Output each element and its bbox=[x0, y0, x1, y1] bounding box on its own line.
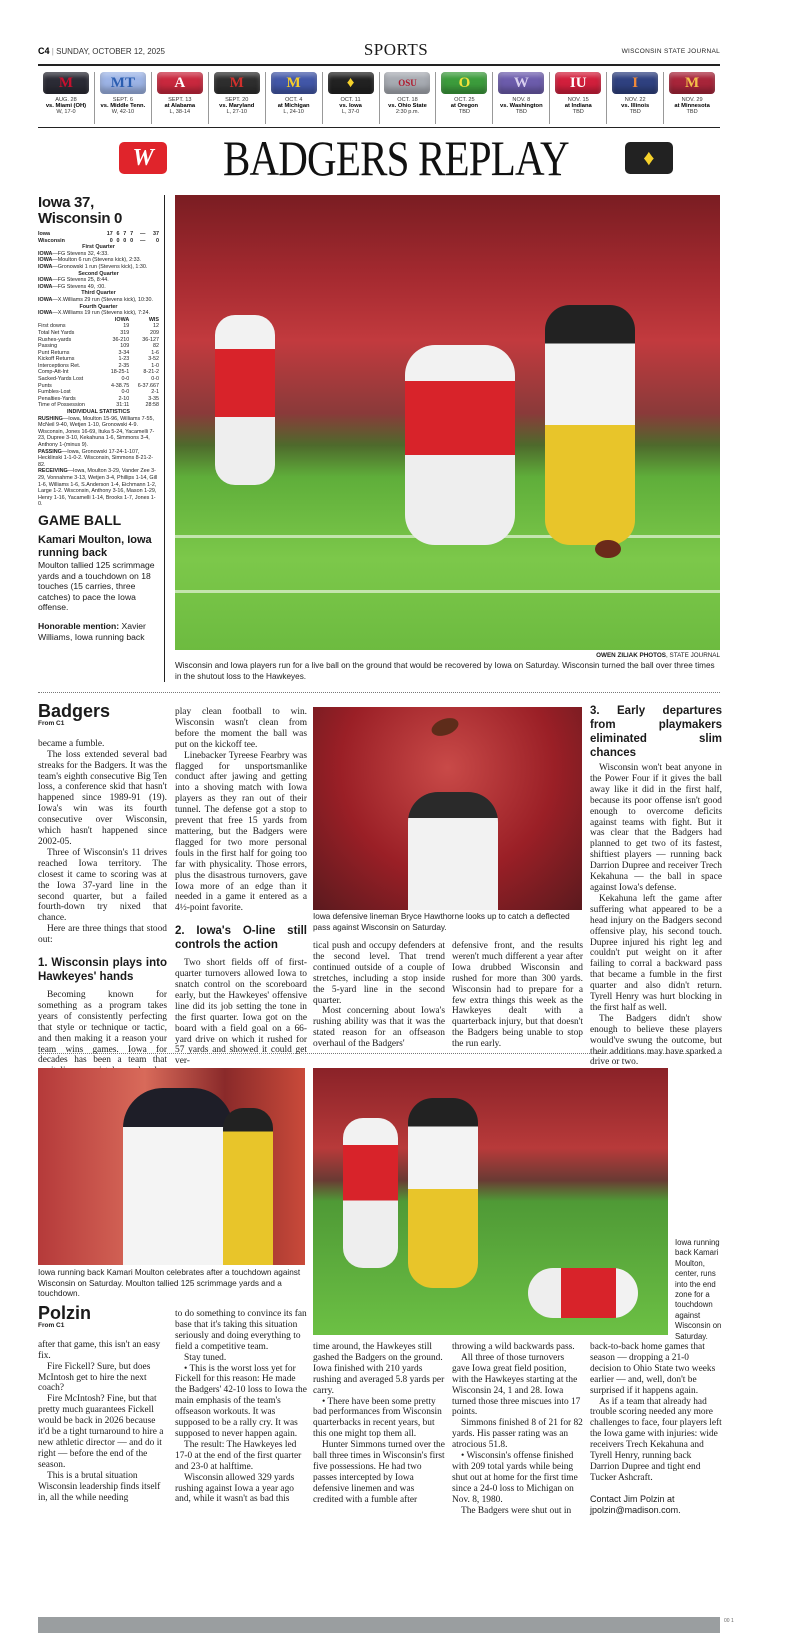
stat-row bbox=[38, 396, 159, 403]
game-opponent: at Minnesota bbox=[674, 103, 710, 109]
stat-row bbox=[38, 389, 159, 396]
schedule-game bbox=[322, 72, 379, 124]
schedule-game bbox=[208, 72, 265, 124]
individual-stat bbox=[38, 468, 159, 508]
stat-cell: Fumbles-Lost bbox=[38, 389, 71, 396]
linescore-cell: 0 bbox=[130, 237, 134, 244]
play-text: —X.Williams 19 run (Stevens kick), 7:24. bbox=[52, 310, 151, 317]
paragraph: The Badgers were shut out in bbox=[461, 1505, 572, 1516]
stat-cell: 109 bbox=[120, 343, 130, 350]
scoring-play bbox=[38, 277, 159, 284]
paragraph: Becoming known for something as a program takes years of consistently perfecting that style or technique or tactic, and then making it a reason your team wins games. Iowa for decades has been a team that bbox=[38, 990, 167, 1066]
game-date: OCT. 11 bbox=[340, 97, 361, 103]
boxscore bbox=[38, 231, 159, 508]
stat-cell: 6-37.667 bbox=[137, 382, 159, 389]
game-date: NOV. 22 bbox=[624, 97, 646, 103]
paragraph: after that game, this isn't an easy fix. bbox=[38, 1339, 161, 1361]
from-line: From C1 bbox=[38, 719, 65, 727]
stat-cell: 36-127 bbox=[142, 336, 159, 343]
scoring-play bbox=[38, 284, 159, 291]
paragraph: As if a team that already had trouble scoring needed any more challenges to face, four players left the Iowa game with injuries: wide receivers Trech Kekahuna and Tyrell Henry, running back Darrion Dupree and tight end Tucker Ashcraft. bbox=[590, 1396, 722, 1483]
game-opponent: vs. Washington bbox=[500, 103, 543, 109]
section-banner bbox=[0, 130, 792, 186]
schedule-game bbox=[663, 72, 720, 124]
schedule-game bbox=[606, 72, 663, 124]
paragraph: All three of those turnovers gave Iowa great field position, with the Hawkeyes starting at the Wisconsin 24, 1 and 28. Iowa turned those three miscues into 17 points. bbox=[452, 1352, 581, 1418]
paragraph: time around, the Hawkeyes still gashed the Badgers on the ground. Iowa finished with 210 yards rushing and averaged 5.8 yards per carry. bbox=[313, 1342, 445, 1396]
play-text: —Gronowski 1 run (Stevens kick), 1:30. bbox=[52, 263, 148, 270]
scoring-play bbox=[38, 257, 159, 264]
paragraph: Wisconsin won't beat anyone in the Power Four if it gives the ball away like it did in the first half, because its poor offense isn't good enough to overcome deficits against teams with fight. But it was clear that the Badgers had planned to get two of its fastest, shiftiest players — running back Darrion Dupree and receiver Trech Kekahuna — the ball in space against Iowa's defense. bbox=[590, 763, 722, 893]
schedule-game bbox=[265, 72, 322, 124]
schedule-game bbox=[38, 72, 94, 124]
badgers-col-4 bbox=[452, 941, 583, 1049]
paragraph: back-to-back home games that season — dropping a 21-0 decision to Ohio State two weeks earlier — and, well, don't be surprised if it happens again. bbox=[590, 1342, 716, 1396]
linescore-table bbox=[38, 231, 159, 244]
team-abbr: IOWA bbox=[38, 310, 53, 317]
schedule-game bbox=[549, 72, 606, 124]
paragraph: • There have been some pretty bad performances from Wisconsin quarterbacks in recent years, but this one might top them all. bbox=[313, 1396, 442, 1440]
main-photo-caption: Wisconsin and Iowa players run for a live ball on the ground that would be recovered by Iowa on Saturday. Wisconsin turned the ball over three times in the shutout loss to the Hawkeyes. bbox=[175, 661, 715, 681]
banner-title: BADGERS REPLAY bbox=[223, 130, 569, 186]
game-opponent: at Oregon bbox=[450, 103, 479, 109]
stat-cell: Rushes-yards bbox=[38, 336, 72, 343]
polzin-col-3 bbox=[313, 1342, 446, 1614]
individual-stat bbox=[38, 416, 159, 449]
player-figure bbox=[405, 345, 515, 545]
stat-cell: Punts bbox=[38, 382, 52, 389]
paragraph: defensive front, and the results weren't much different a year after Iowa drubbed Wisconsin and rushed for more than 300 yards. Wisconsin had to prepare for a few extra things this week as the Hawkeyes dealt with a quarterback injury, but that doesn't the Badgers being unable to stop the run early. bbox=[452, 941, 583, 1050]
game-result: TBD bbox=[515, 109, 527, 115]
team-logo-icon: M bbox=[43, 72, 89, 94]
badgers-col-3 bbox=[313, 941, 445, 1049]
team-header: IOWA bbox=[114, 316, 130, 323]
game-result: L, 38-14 bbox=[169, 109, 191, 115]
linescore-cell: 0 bbox=[123, 237, 127, 244]
footer-bar bbox=[38, 1617, 720, 1633]
game-date: NOV. 15 bbox=[567, 97, 589, 103]
paragraph: became a fumble. bbox=[38, 738, 105, 749]
team-logo-icon: ♦ bbox=[328, 72, 374, 94]
stat-row bbox=[38, 376, 159, 383]
stat-cell: Interceptions Ret. bbox=[38, 362, 81, 369]
paragraph: to do something to convince its fan base that it's taking this situation seriously and doing everything to field a competitive team. bbox=[175, 1309, 307, 1352]
game-result: 2:30 p.m. bbox=[395, 109, 420, 115]
schedule-game bbox=[379, 72, 436, 124]
polzin-col-5 bbox=[590, 1342, 722, 1614]
subhead-2: 2. Iowa's O-line still controls the action bbox=[175, 925, 307, 952]
main-photo bbox=[175, 195, 720, 650]
paragraph: Wisconsin allowed 329 yards rushing against Iowa a year ago and, while it wasn't as bad this bbox=[175, 1472, 295, 1505]
footer-code: 00 1 bbox=[724, 1618, 734, 1624]
stat-cell: 82 bbox=[153, 343, 159, 350]
team-abbr: IOWA bbox=[38, 263, 53, 270]
moulton-celebration-caption: Iowa running back Kamari Moulton celebrates after a touchdown against Wisconsin on Saturday. Moulton tallied 125 scrimmage yards and a touchdown. bbox=[38, 1268, 301, 1298]
stat-text: —Iowa, Moulton 3-29, Vander Zee 3-29, Vonnahme 3-13, Wetjen 3-4, Phillips 1-14, Gill 1-6, Williams 1-6, S.Anderson 1-4, Eichmann 1-2, Large 1-2. Wisconsin, Anthony 3-16, Mason 1-29, Henry 1-16, Yacamelli 1-14, Brooks 1-7, Jones 1-0. bbox=[38, 468, 158, 508]
paragraph: Stay tuned. bbox=[184, 1352, 227, 1363]
game-date: SEPT. 13 bbox=[168, 97, 192, 103]
linescore-cell: 0 bbox=[116, 237, 120, 244]
stat-cell: 18-25-1 bbox=[110, 369, 130, 376]
team-stats-header bbox=[38, 317, 159, 324]
scoring-play bbox=[38, 297, 159, 304]
stat-row bbox=[38, 323, 159, 330]
individual-stat bbox=[38, 449, 159, 469]
team-logo-icon: W bbox=[498, 72, 544, 94]
paragraph: Fire Fickell? Sure, but does McIntosh get to hire the next coach? bbox=[38, 1361, 151, 1394]
game-ball-player: Kamari Moulton, Iowa running back bbox=[38, 533, 152, 559]
stat-cell: 2-35 bbox=[118, 362, 130, 369]
team-abbr: IOWA bbox=[38, 283, 53, 290]
game-result: L, 27-10 bbox=[226, 109, 247, 115]
game-date: NOV. 8 bbox=[512, 97, 531, 103]
paper-name: WISCONSIN STATE JOURNAL bbox=[621, 48, 720, 55]
stat-row bbox=[38, 356, 159, 363]
paragraph: Most concerning about Iowa's rushing ability was that it was the stated reason for an offseason overhaul of the Badgers' bbox=[313, 1006, 445, 1050]
play-text: —FG Stevens 32, 4:33. bbox=[52, 250, 109, 257]
quarter-heading: Second Quarter bbox=[78, 270, 119, 277]
schedule-game bbox=[94, 72, 151, 124]
play-text: —Moulton 6 run (Stevens kick), 2:33. bbox=[52, 257, 142, 264]
stat-text: —Iowa, Gronowski 17-24-1-107, Hecklinski 1-1-0-2. Wisconsin, Simmons 8-21-2-82. bbox=[38, 448, 154, 468]
stat-cell: Passing bbox=[38, 343, 58, 350]
game-opponent: vs. Iowa bbox=[339, 103, 362, 109]
paragraph: throwing a wild backwards pass. bbox=[452, 1342, 575, 1352]
stat-category: RUSHING bbox=[38, 415, 63, 422]
page-dateline: C4 | SUNDAY, OCTOBER 12, 2025 bbox=[38, 46, 165, 56]
stat-cell: 19 bbox=[123, 323, 130, 330]
quarter-heading: Fourth Quarter bbox=[79, 303, 118, 310]
polzin-col-1 bbox=[38, 1303, 168, 1614]
stat-cell: 28:58 bbox=[145, 402, 159, 409]
paragraph: Two short fields off of first-quarter turnovers allowed Iowa to snatch control on the scoreboard early, but the Hawkeyes' offensive line did its job setting the tone in the first quarter. Iowa got on the board with a field goal on a 66-yard drive on which it rushed for 57 yards and showed it could get ver- bbox=[175, 958, 307, 1067]
team-logo-icon: O bbox=[441, 72, 487, 94]
linescore-cell: 7 bbox=[130, 231, 134, 237]
game-result: TBD bbox=[686, 109, 698, 115]
game-result: W, 42-10 bbox=[111, 109, 135, 115]
section-title: SPORTS bbox=[363, 40, 429, 59]
linescore-cell: — bbox=[139, 237, 146, 244]
stat-cell: First downs bbox=[38, 323, 66, 330]
game-date: NOV. 29 bbox=[681, 97, 703, 103]
boxscore-title: Iowa 37, Wisconsin 0 bbox=[38, 194, 123, 227]
team-logo-icon: M bbox=[271, 72, 317, 94]
paragraph: This is a brutal situation Wisconsin leadership finds itself in, all the while needing bbox=[38, 1470, 161, 1503]
game-opponent: vs. Illinois bbox=[621, 103, 650, 109]
subhead-1: 1. Wisconsin plays into Hawkeyes' hands bbox=[38, 957, 167, 984]
player-figure bbox=[223, 1108, 273, 1265]
football bbox=[429, 715, 461, 740]
stat-cell: 1-6 bbox=[151, 349, 159, 356]
paragraph: tical push and occupy defenders at the second level. That trend continued outside of a couple of stretches, including a stop inside the 5-yard line in the second quarter. bbox=[313, 941, 445, 1006]
paragraph: The Badgers didn't show enough to believe these players would've swung the outcome, but their additions may have sparked a drive or two. bbox=[590, 1013, 722, 1068]
scoring-play bbox=[38, 251, 159, 258]
game-opponent: at Michigan bbox=[277, 103, 310, 109]
linescore-cell: Iowa bbox=[38, 231, 50, 237]
paragraph: Kekahuna left the game after suffering what appeared to be a head injury on the Badgers second offensive play, his second touch. Dupree injured his right leg and couldn't put weight on it after failing to corral a backward pass that became a fumble in the first quarter and also didn't return. Tyrell Henry was hurt blocking in the first half as well. bbox=[590, 893, 722, 1013]
stat-cell: Comp-Att-Int bbox=[38, 369, 69, 376]
stat-cell: 36-210 bbox=[112, 336, 130, 343]
stat-row bbox=[38, 343, 159, 350]
badgers-col-1 bbox=[38, 701, 167, 1066]
stat-cell: 1-0 bbox=[151, 362, 159, 369]
schedule-game bbox=[151, 72, 208, 124]
stat-cell: 3-52 bbox=[148, 356, 159, 363]
stat-cell: 0-0 bbox=[121, 389, 130, 396]
hawthorne-photo bbox=[313, 707, 582, 910]
game-date: AUG. 28 bbox=[55, 97, 77, 103]
game-date: SEPT. 6 bbox=[112, 97, 133, 103]
stat-cell: 319 bbox=[120, 329, 130, 336]
play-text: —FG Stevens 49, :00. bbox=[52, 283, 106, 290]
team-abbr: IOWA bbox=[38, 257, 53, 264]
player-figure bbox=[343, 1118, 398, 1268]
date: SUNDAY, OCTOBER 12, 2025 bbox=[56, 47, 165, 56]
player-figure bbox=[545, 305, 635, 545]
paragraph: • Wisconsin's offense finished with 209 total yards while being shut out at home for the first time since a 24-0 loss to Michigan on Nov. 8, 1980. bbox=[452, 1451, 578, 1505]
header-rule bbox=[38, 64, 720, 66]
team-logo-icon: A bbox=[157, 72, 203, 94]
game-ball-heading: GAME BALL bbox=[38, 511, 122, 528]
stat-cell: 8-21-2 bbox=[143, 369, 159, 376]
moulton-touchdown-caption: Iowa running back Kamari Moulton, center, runs into the end zone for a touchdown against Wisconsin on Saturday. bbox=[675, 1238, 722, 1341]
hawthorne-caption: Iowa defensive lineman Bryce Hawthorne looks up to catch a deflected pass against Wisconsin on Saturday. bbox=[313, 912, 570, 932]
divider bbox=[38, 692, 720, 693]
polzin-col-2 bbox=[175, 1309, 308, 1614]
stat-row bbox=[38, 369, 159, 376]
polzin-col-4 bbox=[452, 1342, 584, 1614]
page-number: C4 bbox=[38, 46, 50, 56]
paragraph: Hunter Simmons turned over the ball three times in Wisconsin's first five possessions. He had two passes intercepted by Iowa defensive linemen and was credited with a fumble after bbox=[313, 1440, 445, 1505]
game-result: TBD bbox=[572, 109, 584, 115]
team-abbr: IOWA bbox=[38, 250, 53, 257]
photo-credit: OWEN ZILIAK PHOTOS, STATE JOURNAL bbox=[596, 652, 720, 659]
linescore-row bbox=[38, 231, 159, 238]
stat-cell: Kickoff Returns bbox=[38, 356, 75, 363]
game-opponent: at Indiana bbox=[564, 103, 592, 109]
paragraph: The loss extended several bad streaks for the Badgers. It was the team's eighth consecutive Big Ten loss, a conference skid that hasn't happened since 1989-91 (19). Iowa's win was its fourth consecutive over Wisconsin, which hasn't happened since 2002-05. bbox=[38, 749, 167, 847]
stat-cell: Time of Possession bbox=[38, 402, 85, 409]
player-figure bbox=[215, 315, 275, 485]
player-figure bbox=[408, 1098, 478, 1288]
play-text: —FG Stevens 25, 8:44. bbox=[52, 277, 109, 284]
individual-heading: INDIVIDUAL STATISTICS bbox=[67, 409, 130, 416]
stat-cell: 31:11 bbox=[116, 402, 130, 409]
stat-cell: 3-34 bbox=[118, 349, 130, 356]
schedule-game bbox=[435, 72, 492, 124]
stat-cell: 2-10 bbox=[118, 395, 130, 402]
game-result: W, 17-0 bbox=[56, 109, 76, 115]
schedule-strip bbox=[38, 72, 720, 124]
wisconsin-logo-icon: W bbox=[119, 142, 167, 174]
stat-cell: 12 bbox=[153, 323, 159, 330]
linescore-cell: 7 bbox=[123, 231, 127, 237]
paragraph: Here are three things that stood out: bbox=[38, 924, 167, 946]
paragraph: Simmons finished 8 of 21 for 82 yards. His passer rating was an atrocious 51.8. bbox=[452, 1418, 583, 1451]
football bbox=[595, 540, 621, 558]
spacer bbox=[38, 317, 103, 324]
honorable-mention bbox=[38, 621, 159, 642]
team-logo-icon: M bbox=[669, 72, 715, 94]
team-logo-icon: IU bbox=[555, 72, 601, 94]
paragraph: play clean football to win. Wisconsin wasn't clean from before the moment the ball was put on the kickoff tee. bbox=[175, 707, 307, 750]
divider bbox=[38, 1053, 720, 1054]
game-ball-text: Moulton tallied 125 scrimmage yards and a touchdown on 18 touches (15 carries, three catches) to pace the Iowa offense. bbox=[38, 559, 155, 613]
hm-text: Xavier Williams, Iowa running back bbox=[38, 620, 146, 642]
team-stats-table bbox=[38, 317, 159, 409]
game-opponent: vs. Middle Tenn. bbox=[100, 103, 146, 109]
team-logo-icon: M bbox=[214, 72, 260, 94]
stat-category: RECEIVING bbox=[38, 468, 68, 475]
game-opponent: vs. Miami (OH) bbox=[45, 103, 87, 109]
stat-row bbox=[38, 402, 159, 409]
stat-cell: 2-1 bbox=[151, 389, 159, 396]
stat-row bbox=[38, 330, 159, 337]
iowa-hawkeye-logo-icon: ♦ bbox=[625, 142, 673, 174]
linescore-cell: — bbox=[139, 231, 146, 237]
game-opponent: vs. Maryland bbox=[219, 103, 255, 109]
scoring-play bbox=[38, 264, 159, 271]
team-logo-icon: MT bbox=[100, 72, 146, 94]
stat-cell: 4-38.75 bbox=[111, 382, 130, 389]
game-result: TBD bbox=[458, 109, 470, 115]
team-logo-icon: I bbox=[612, 72, 658, 94]
moulton-touchdown-photo bbox=[313, 1068, 668, 1335]
quarter-heading: Third Quarter bbox=[81, 290, 116, 297]
paragraph: Three of Wisconsin's 11 drives reached Iowa territory. The closest it came to scoring was at the Iowa 37-yard line in the second quarter, but a failed fourth-down try nixed that chance. bbox=[38, 847, 167, 924]
stat-cell: Total Net Yards bbox=[38, 329, 75, 336]
stat-cell: Punt Returns bbox=[38, 349, 70, 356]
paragraph: Fire McIntosh? Fine, but that pretty much guarantees Fickell would be back in 2026 because it'd be a tight turnaround to hire a new athletic director — and do it right — before the end of the season. bbox=[38, 1394, 164, 1470]
player-figure bbox=[528, 1268, 638, 1318]
badgers-kicker: Badgers bbox=[38, 701, 111, 721]
linescore-cell: 37 bbox=[153, 231, 159, 237]
stat-row bbox=[38, 363, 159, 370]
stat-row bbox=[38, 350, 159, 357]
from-line: From C1 bbox=[38, 1321, 65, 1329]
stat-cell: 0-0 bbox=[121, 376, 130, 383]
player-figure bbox=[408, 792, 498, 910]
game-date: OCT. 25 bbox=[454, 97, 475, 103]
linescore-cell: 0 bbox=[109, 237, 113, 244]
paragraph: • This is the worst loss yet for Fickell for this reason: He made the Badgers' 42-10 loss to Iowa the main emphasis of the team's offseason workouts. It was supposed to be a rally cry. It was supposed to never happen again. bbox=[175, 1363, 307, 1439]
stat-row bbox=[38, 383, 159, 390]
stat-category: PASSING bbox=[38, 448, 62, 455]
badgers-col-2 bbox=[175, 707, 307, 1067]
schedule-rule bbox=[38, 127, 720, 128]
paragraph: The result: The Hawkeyes led 17-0 at the end of the first quarter and 23-0 at halftime. bbox=[175, 1439, 302, 1472]
schedule-game bbox=[492, 72, 549, 124]
linescore-cell: 0 bbox=[156, 237, 159, 244]
scoring-play bbox=[38, 310, 159, 317]
polzin-kicker: Polzin bbox=[38, 1303, 91, 1323]
game-result: TBD bbox=[629, 109, 641, 115]
stat-cell: 209 bbox=[150, 329, 159, 336]
contact-line: Contact Jim Polzin at jpolzin@madison.com. bbox=[590, 1493, 681, 1515]
linescore-cell: 6 bbox=[116, 231, 120, 237]
play-text: —X.Williams 29 run (Stevens kick), 10:30. bbox=[52, 296, 154, 303]
player-figure bbox=[123, 1088, 233, 1265]
linescore-row bbox=[38, 238, 159, 245]
game-date: OCT. 4 bbox=[284, 97, 303, 103]
stat-cell: 3-35 bbox=[148, 395, 159, 402]
linescore-cell: Wisconsin bbox=[38, 237, 65, 244]
linescore-cell: 17 bbox=[106, 231, 113, 237]
badgers-col-5 bbox=[590, 704, 722, 1068]
game-opponent: vs. Ohio State bbox=[388, 103, 427, 109]
game-date: SEPT. 20 bbox=[225, 97, 249, 103]
stat-text: —Iowa, Moulton 15-96, Williams 7-55, McNeil 9-40, Wetjen 1-10, Gronowski 4-9. Wisconsin, Jones 16-69, Ituka 5-24, Yacamelli 7-23, Dupree 3-10, Kekahuna 1-6, Simmons 3-4, Anthony 1-(minus 9). bbox=[38, 415, 155, 448]
team-logo-icon: OSU bbox=[384, 72, 430, 94]
stat-cell: Penalties-Yards bbox=[38, 395, 76, 402]
boxscore-sidebar bbox=[38, 195, 165, 682]
stat-cell: 0-0 bbox=[151, 376, 159, 383]
game-result: L, 37-0 bbox=[341, 109, 360, 115]
game-result: L, 24-10 bbox=[283, 109, 304, 115]
stat-row bbox=[38, 337, 159, 344]
subhead-3: 3. Early departures from playmakers eliminated slim chances bbox=[590, 705, 722, 759]
team-abbr: IOWA bbox=[38, 277, 53, 284]
game-opponent: at Alabama bbox=[164, 103, 196, 109]
paragraph: Linebacker Tyreese Fearbry was flagged for unsportsmanlike conduct after jawing and getting into a shoving match with Iowa players as they ran out of their tunnel. The defense got a stop to prevent that free 15 yards from mattering, but the Badgers were flagged for two more personal fouls in the first half for going too far with physicality. Those errors, plus the disastrous turnovers, gave Iowa more of an edge than it needed in a game it entered as a 4½-point favorite. bbox=[175, 750, 307, 914]
team-header: WIS bbox=[148, 316, 159, 323]
hm-label: Honorable mention: bbox=[38, 620, 120, 631]
stat-cell: 1-23 bbox=[118, 356, 130, 363]
game-date: OCT. 18 bbox=[397, 97, 418, 103]
stat-cell: Sacked-Yards Lost bbox=[38, 376, 84, 383]
team-abbr: IOWA bbox=[38, 296, 53, 303]
moulton-celebration-photo bbox=[38, 1068, 305, 1265]
quarter-heading: First Quarter bbox=[82, 244, 115, 251]
